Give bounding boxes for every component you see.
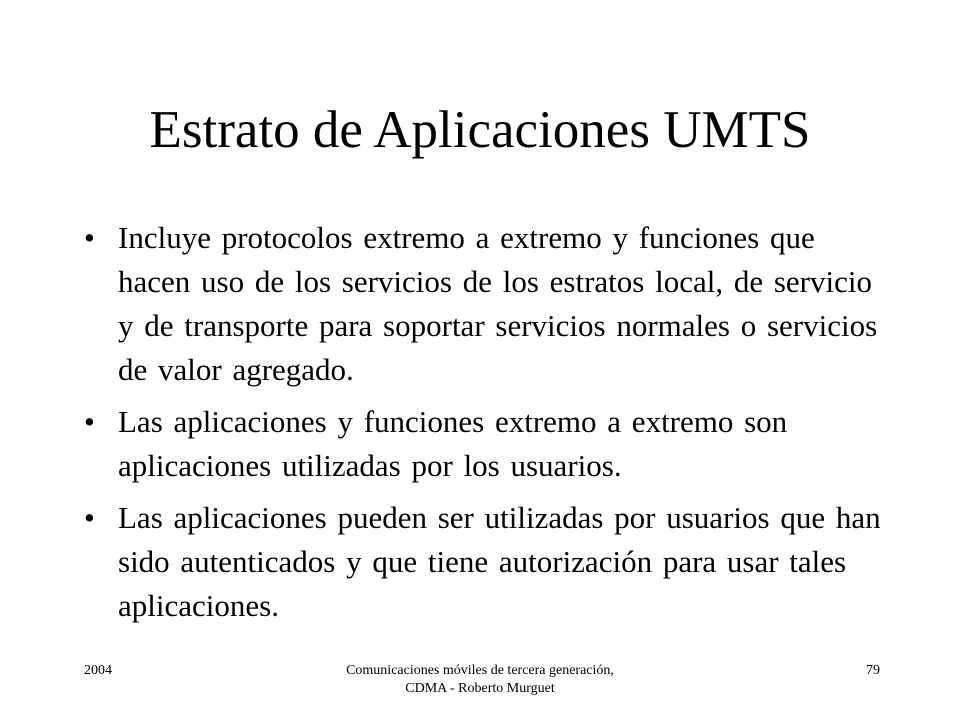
slide-title: Estrato de Aplicaciones UMTS <box>149 101 811 159</box>
bullet-list <box>84 216 884 636</box>
bullet-text: Las aplicaciones pueden ser utilizadas por usuarios que han sido autenticados y que tiene autorización para usar tales aplicaciones. <box>118 500 881 623</box>
footer-year: 2004 <box>84 663 112 678</box>
footer-page-number: 79 <box>866 663 880 678</box>
footer-course-title: Comunicaciones móviles de tercera generación, CDMA - Roberto Murguet <box>346 663 614 696</box>
bullet-item <box>84 496 884 628</box>
bullet-marker: • <box>84 500 95 535</box>
bullet-marker: • <box>84 404 95 439</box>
bullet-text: Las aplicaciones y funciones extremo a extremo son aplicaciones utilizadas por los usuarios. <box>118 404 788 483</box>
bullet-text: Incluye protocolos extremo a extremo y funciones que hacen uso de los servicios de los estratos local, de servicio y de transporte para soportar servicios normales o servicios de valor agregado. <box>118 220 878 387</box>
bullet-item <box>84 400 884 488</box>
bullet-item <box>84 216 884 392</box>
bullet-marker: • <box>84 220 95 255</box>
